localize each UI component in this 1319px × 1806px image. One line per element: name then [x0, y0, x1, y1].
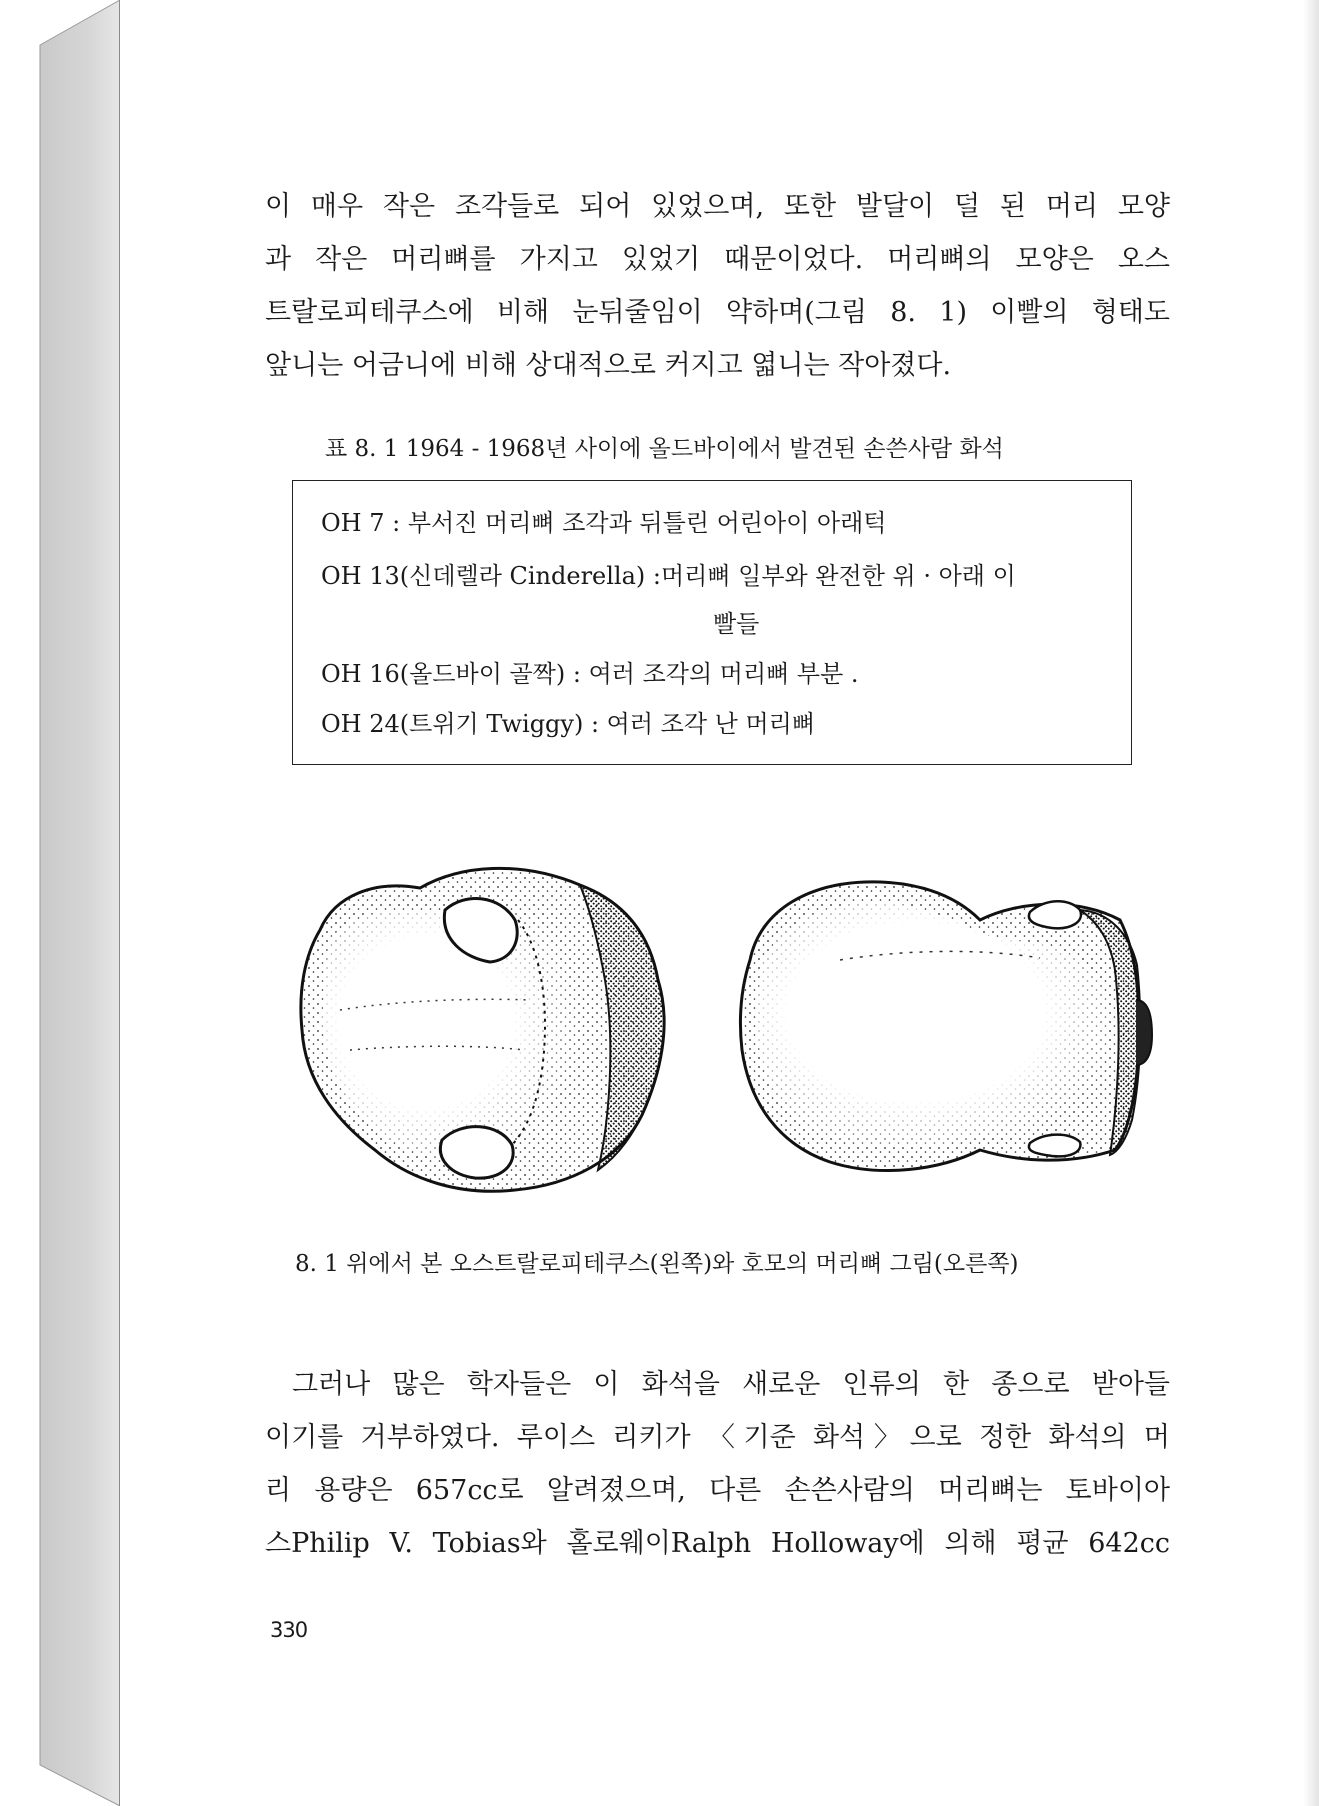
table-row-oh7: OH 7 : 부서진 머리뼈 조각과 뒤틀린 어린아이 아래턱 — [321, 509, 887, 537]
table-caption: 표 8. 1 1964 - 1968년 사이에 올드바이에서 발견된 손쓴사람 화석 — [325, 436, 1004, 462]
paragraph-bottom-line-2: 이기를 거부하였다. 루이스 리키가 〈기준 화석〉으로 정한 화석의 머 — [265, 1422, 1170, 1453]
paragraph-top-line-4: 앞니는 어금니에 비해 상대적으로 커지고 엷니는 작아졌다. — [265, 350, 952, 381]
fossil-table — [292, 480, 1132, 765]
table-row-oh16: OH 16(올드바이 골짝) : 여러 조각의 머리뼈 부분 . — [321, 660, 859, 688]
australopithecus-skull — [301, 868, 664, 1191]
table-row-oh24: OH 24(트위기 Twiggy) : 여러 조각 난 머리뼈 — [321, 710, 816, 738]
paragraph-bottom-line-4: 스Philip V. Tobias와 홀로웨이Ralph Holloway에 의해 평균 642cc — [265, 1528, 1170, 1559]
homo-skull — [740, 882, 1152, 1171]
skull-illustration — [280, 840, 1160, 1220]
paragraph-top-line-2: 과 작은 머리뼈를 가지고 있었기 때문이었다. 머리뼈의 모양은 오스 — [265, 244, 1170, 275]
table-row-oh13: OH 13(신데렐라 Cinderella) :머리뼈 일부와 완전한 위 · 아래 이 — [321, 562, 1016, 590]
book-page — [120, 0, 1319, 1806]
figure-caption: 8. 1 위에서 본 오스트랄로피테쿠스(왼쪽)와 호모의 머리뼈 그림(오른쪽) — [295, 1251, 1019, 1277]
paragraph-top — [265, 180, 1170, 392]
page-right-edge — [1303, 0, 1319, 1806]
paragraph-bottom-line-1: 그러나 많은 학자들은 이 화석을 새로운 인류의 한 종으로 받아들 — [292, 1369, 1170, 1400]
paragraph-bottom — [265, 1358, 1170, 1570]
book-spine — [0, 0, 125, 1806]
paragraph-bottom-line-3: 리 용량은 657cc로 알려졌으며, 다른 손쓴사람의 머리뼈는 토바이아 — [265, 1475, 1170, 1506]
table-row-oh13-continued: 빨들 — [713, 610, 760, 638]
paragraph-top-line-3: 트랄로피테쿠스에 비해 눈뒤줄임이 약하며(그림 8. 1) 이빨의 형태도 — [265, 297, 1170, 328]
page-number: 330 — [270, 1618, 308, 1642]
paragraph-top-line-1: 이 매우 작은 조각들로 되어 있었으며, 또한 발달이 덜 된 머리 모양 — [265, 191, 1170, 222]
